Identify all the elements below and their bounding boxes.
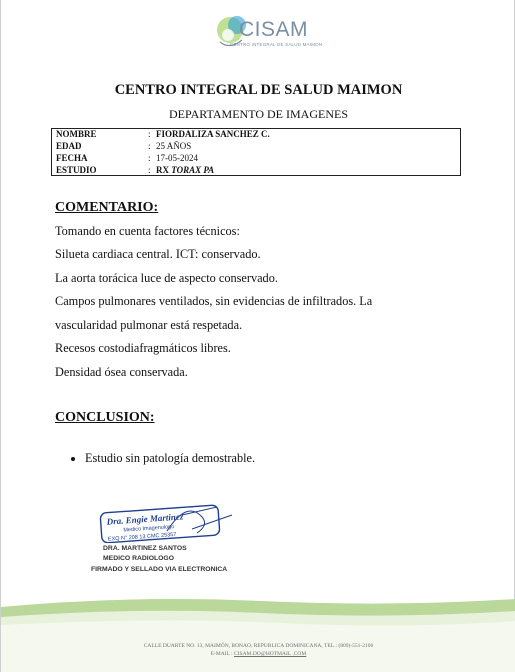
patient-row-age <box>56 141 456 152</box>
clinic-title: CENTRO INTEGRAL DE SALUD MAIMON <box>114 82 403 98</box>
footer-address: CALLE DUARTE NO. 13, MAIMÓN, BONAO, REPUBLICA DOMINICANA, TEL.: (809)-551-2106 <box>143 643 374 649</box>
name-label: NOMBRE <box>56 129 97 139</box>
doctor-title: MEDICO RADIOLOGO <box>103 555 174 562</box>
name-value: FIORDALIZA SANCHEZ C. <box>156 129 270 139</box>
signature-stamp <box>97 495 237 543</box>
logo-subtitle: CENTRO INTEGRAL DE SALUD MAIMON <box>230 42 323 47</box>
conclusion-item: Estudio sin patología demostrable. <box>85 451 256 465</box>
comment-line: Tomando en cuenta factores técnicos: <box>55 224 240 238</box>
doctor-name: DRA. MARTINEZ SANTOS <box>103 545 187 552</box>
comment-line: Recesos costodiafragmáticos libres. <box>55 341 231 355</box>
comment-line: vascularidad pulmonar está respetada. <box>55 318 243 332</box>
stamp-title: Medico Imagenologo <box>123 524 175 534</box>
bullet-icon <box>71 457 75 461</box>
age-value: 25 AÑOS <box>156 141 192 151</box>
date-label: FECHA <box>56 153 88 163</box>
logo-text: CISAM <box>239 18 309 41</box>
comment-line: Silueta cardiaca central. ICT: conservado. <box>55 247 261 261</box>
email-label: E-MAIL : <box>210 651 233 657</box>
stamp-name: Dra. Engie Martinez <box>106 511 184 527</box>
comment-line: Campos pulmonares ventilados, sin evidencias de infiltrados. La <box>55 294 373 308</box>
stamp-id: EXQ N° 208 13 CMC 25357 <box>107 531 177 543</box>
separator: : <box>148 165 151 175</box>
separator: : <box>148 141 151 151</box>
study-value <box>156 165 214 176</box>
study-label: ESTUDIO <box>56 165 97 175</box>
comment-line: Densidad ósea conservada. <box>55 365 188 379</box>
department-title: DEPARTAMENTO DE IMAGENES <box>169 107 348 121</box>
patient-row-date <box>56 153 456 164</box>
conclusion-heading: CONCLUSION: <box>55 410 155 425</box>
signed-note: FIRMADO Y SELLADO VIA ELECTRONICA <box>91 566 228 573</box>
study-value-prefix: RX <box>156 165 169 175</box>
age-label: EDAD <box>56 141 82 151</box>
study-value-italic: TORAX PA <box>171 165 215 175</box>
email-link[interactable]: CISAM.DO@HOTMAIL .COM <box>234 651 307 657</box>
patient-row-name <box>56 129 456 140</box>
comment-heading: COMENTARIO: <box>55 200 159 215</box>
date-value: 17-05-2024 <box>156 153 198 163</box>
comment-line: La aorta torácica luce de aspecto conservado. <box>55 271 278 285</box>
patient-info-box <box>51 128 461 176</box>
footer-email-line <box>1 651 515 657</box>
footer-wave <box>1 595 515 672</box>
patient-row-study <box>56 165 456 176</box>
separator: : <box>148 153 151 163</box>
separator: : <box>148 129 151 139</box>
